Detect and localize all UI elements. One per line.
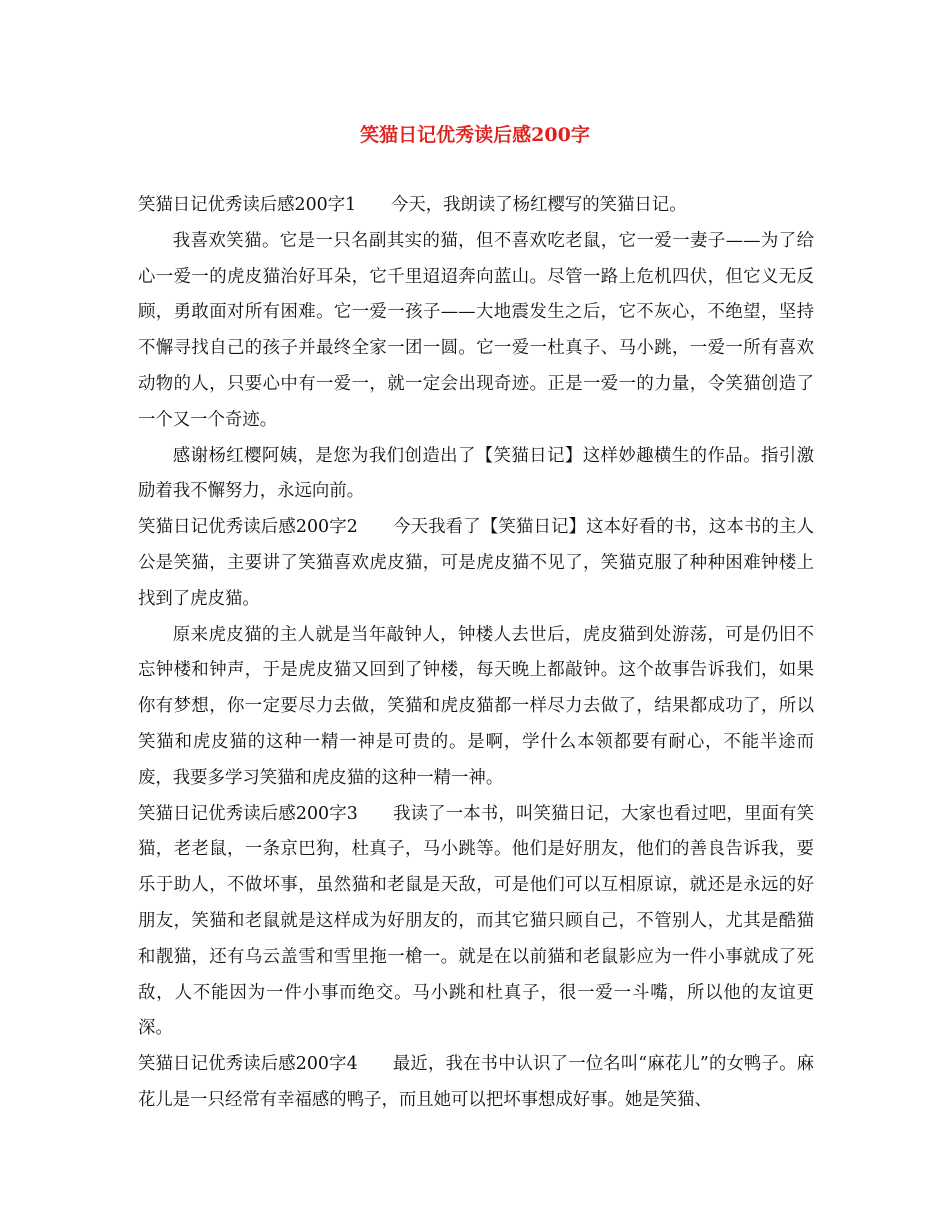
paragraph-5: 原来虎皮猫的主人就是当年敲钟人，钟楼人去世后，虎皮猫到处游荡，可是仍旧不忘钟楼和钟声，于是虎皮猫又回到了钟楼，每天晚上都敲钟。这个故事告诉我们，如果你有梦想，你一定要尽力去做，笑猫和虎皮猫都一样尽力去做了，结果都成功了，所以笑猫和虎皮猫的这种一精一神是可贵的。是啊，学什么本领都要有耐心，不能半途而废，我要多学习笑猫和虎皮猫的这种一精一神。 (138, 624, 814, 788)
document-title: 笑猫日记优秀读后感200字 (360, 124, 590, 146)
paragraph-7: 笑猫日记优秀读后感200字4 最近，我在书中认识了一位名叫“麻花儿”的女鸭子。麻花儿是一只经常有幸福感的鸭子，而且她可以把坏事想成好事。她是笑猫、 (138, 1054, 814, 1110)
document-body (138, 188, 814, 1119)
paragraph-6: 笑猫日记优秀读后感200字3 我读了一本书，叫笑猫日记，大家也看过吧，里面有笑猫，老老鼠，一条京巴狗，杜真子，马小跳等。他们是好朋友，他们的善良告诉我，要乐于助人，不做坏事，虽然猫和老鼠是天敌，可是他们可以互相原谅，就还是永远的好朋友，笑猫和老鼠就是这样成为好朋友的，而其它猫只顾自己，不管别人，尤其是酷猫和靓猫，还有乌云盖雪和雪里拖一槍一。就是在以前猫和老鼠影应为一件小事就成了死敌，人不能因为一件小事而绝交。马小跳和杜真子，很一爱一斗嘴，所以他的友谊更深。 (138, 803, 814, 1039)
paragraph-2: 我喜欢笑猫。它是一只名副其实的猫，但不喜欢吃老鼠，它一爱一妻子——为了给心一爱一的虎皮猫治好耳朵，它千里迢迢奔向蓝山。尽管一路上危机四伏，但它义无反顾，勇敢面对所有困难。它一爱一孩子——大地震发生之后，它不灰心，不绝望，坚持不懈寻找自己的孩子并最终全家一团一圆。它一爱一杜真子、马小跳，一爱一所有喜欢动物的人，只要心中有一爱一，就一定会出现奇迹。正是一爱一的力量，令笑猫创造了一个又一个奇迹。 (138, 230, 814, 430)
paragraph-4: 笑猫日记优秀读后感200字2 今天我看了【笑猫日记】这本好看的书，这本书的主人公是笑猫，主要讲了笑猫喜欢虎皮猫，可是虎皮猫不见了，笑猫克服了种种困难钟楼上找到了虎皮猫。 (138, 517, 814, 609)
paragraph-1: 笑猫日记优秀读后感200字1 今天，我朗读了杨红樱写的笑猫日记。 (138, 195, 687, 215)
paragraph-3: 感谢杨红樱阿姨，是您为我们创造出了【笑猫日记】这样妙趣横生的作品。指引激励着我不懈努力，永远向前。 (138, 445, 814, 502)
